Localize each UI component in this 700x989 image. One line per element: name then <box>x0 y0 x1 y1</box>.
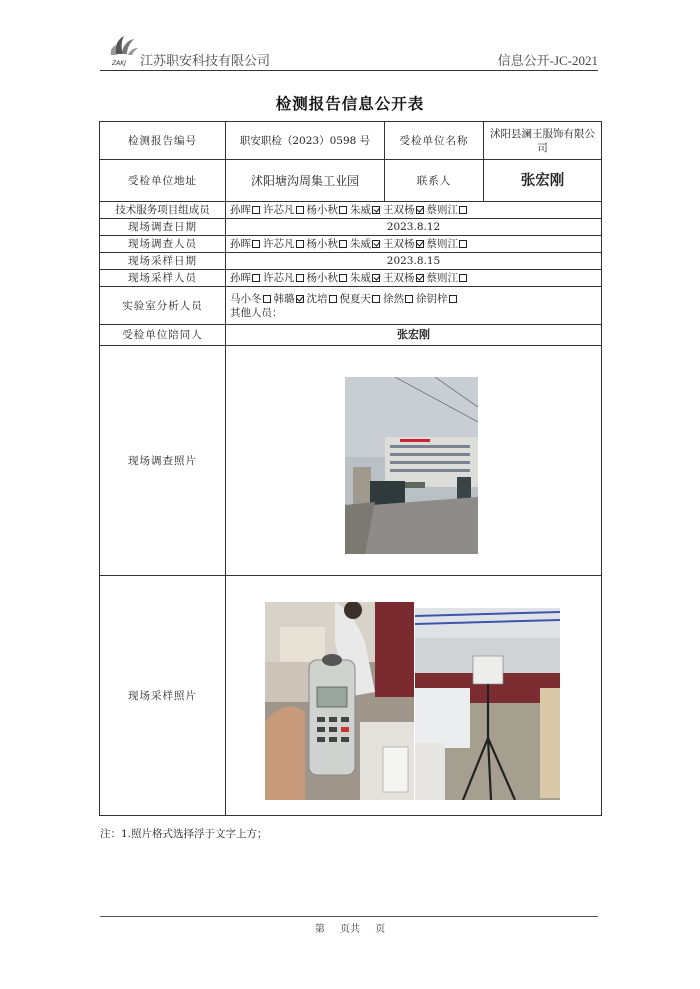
staff-name: 朱威 <box>350 238 371 250</box>
lab-cell <box>226 287 602 325</box>
staff-checkbox <box>252 240 260 248</box>
staff-name: 许芯凡 <box>263 204 295 216</box>
escort-label: 受检单位陪同人 <box>100 325 226 346</box>
staff-checkbox <box>296 240 304 248</box>
staff-name: 蔡则江 <box>426 238 458 250</box>
survey-staff <box>226 236 602 253</box>
staff-checkbox <box>459 274 467 282</box>
staff-name: 孙晖 <box>230 238 251 250</box>
staff-checkbox <box>372 274 380 282</box>
staff-name: 王双杨 <box>383 238 415 250</box>
survey-staff-label: 现场调查人员 <box>100 236 226 253</box>
staff-checkbox <box>263 295 271 303</box>
staff-name: 倪夏天 <box>339 292 371 305</box>
staff-checkbox <box>296 206 304 214</box>
footer-divider <box>100 916 598 917</box>
survey-date-value: 2023.8.12 <box>226 219 602 236</box>
staff-checkbox <box>405 295 413 303</box>
document-number: 信息公开-JC-2021 <box>497 53 598 68</box>
staff-name: 孙晖 <box>230 272 251 284</box>
staff-checkbox <box>339 274 347 282</box>
table-row <box>100 270 602 287</box>
address-value: 沭阳塘沟周集工业园 <box>226 160 385 202</box>
page-header <box>100 34 598 71</box>
staff-checkbox <box>459 240 467 248</box>
staff-checkbox <box>372 295 380 303</box>
staff-checkbox <box>459 206 467 214</box>
table-row <box>100 122 602 160</box>
table-row <box>100 325 602 346</box>
staff-name: 徐钥梓 <box>416 292 448 305</box>
table-row <box>100 219 602 236</box>
page-footer <box>0 920 700 935</box>
survey-site-photo <box>345 377 478 554</box>
staff-name: 王双杨 <box>383 272 415 284</box>
staff-name: 蔡则江 <box>426 272 458 284</box>
staff-checkbox <box>416 206 424 214</box>
staff-checkbox <box>416 274 424 282</box>
table-row <box>100 253 602 270</box>
staff-checkbox <box>296 274 304 282</box>
staff-checkbox <box>416 240 424 248</box>
sampling-staff <box>226 270 602 287</box>
staff-name: 孙晖 <box>230 204 251 216</box>
sampling-photo-label: 现场采样照片 <box>100 576 226 816</box>
staff-checkbox <box>372 240 380 248</box>
staff-name: 沈培 <box>306 292 328 305</box>
staff-name: 杨小秋 <box>306 238 338 250</box>
staff-name: 马小冬 <box>230 292 262 305</box>
address-label: 受检单位地址 <box>100 160 226 202</box>
report-no-value: 职安职检（2023）0598 号 <box>226 122 385 160</box>
contact-label: 联系人 <box>385 160 484 202</box>
staff-name: 朱威 <box>350 272 371 284</box>
staff-checkbox <box>329 295 337 303</box>
escort-value: 张宏刚 <box>226 325 602 346</box>
table-row <box>100 160 602 202</box>
lab-label: 实验室分析人员 <box>100 287 226 325</box>
footer-of: 页共 <box>340 924 360 935</box>
sampling-staff-label: 现场采样人员 <box>100 270 226 287</box>
staff-checkbox <box>252 206 260 214</box>
staff-checkbox <box>339 240 347 248</box>
staff-name: 王双杨 <box>383 204 415 216</box>
report-no-label: 检测报告编号 <box>100 122 226 160</box>
table-row <box>100 236 602 253</box>
others-label: 其他人员： <box>230 306 283 319</box>
staff-checkbox <box>339 206 347 214</box>
staff-checkbox <box>449 295 457 303</box>
staff-name: 许芯凡 <box>263 238 295 250</box>
staff-name: 徐然 <box>383 292 404 305</box>
unit-name-value: 沭阳县澜王服饰有限公司 <box>484 122 602 160</box>
page-title: 检测报告信息公开表 <box>275 95 425 113</box>
company-name: 江苏职安科技有限公司 <box>140 54 271 69</box>
table-row <box>100 287 602 325</box>
table-row <box>100 202 602 219</box>
staff-name: 蔡则江 <box>426 204 458 216</box>
staff-name: 朱威 <box>350 204 371 216</box>
staff-checkbox <box>296 295 304 303</box>
staff-name: 许芯凡 <box>263 272 295 284</box>
team-label: 技术服务项目组成员 <box>100 202 226 219</box>
footer-page: 第 <box>314 924 325 935</box>
lab-staff <box>230 292 597 306</box>
sampling-date-label: 现场采样日期 <box>100 253 226 270</box>
survey-date-label: 现场调查日期 <box>100 219 226 236</box>
footer-pages: 页 <box>375 924 386 935</box>
staff-name: 杨小秋 <box>306 272 338 284</box>
team-members <box>226 202 602 219</box>
contact-value: 张宏刚 <box>484 160 602 202</box>
survey-photo-label: 现场调查照片 <box>100 346 226 576</box>
sampling-date-value: 2023.8.15 <box>226 253 602 270</box>
staff-name: 韩璐 <box>273 292 295 305</box>
staff-checkbox <box>372 206 380 214</box>
unit-name-label: 受检单位名称 <box>385 122 484 160</box>
staff-checkbox <box>252 274 260 282</box>
logo-text: ZAKJ <box>112 60 126 67</box>
staff-name: 杨小秋 <box>306 204 338 216</box>
sampling-tripod-photo <box>415 608 560 800</box>
sampling-meter-photo <box>265 602 414 800</box>
footnote: 注：1.照片格式选择浮于文字上方； <box>100 828 268 840</box>
